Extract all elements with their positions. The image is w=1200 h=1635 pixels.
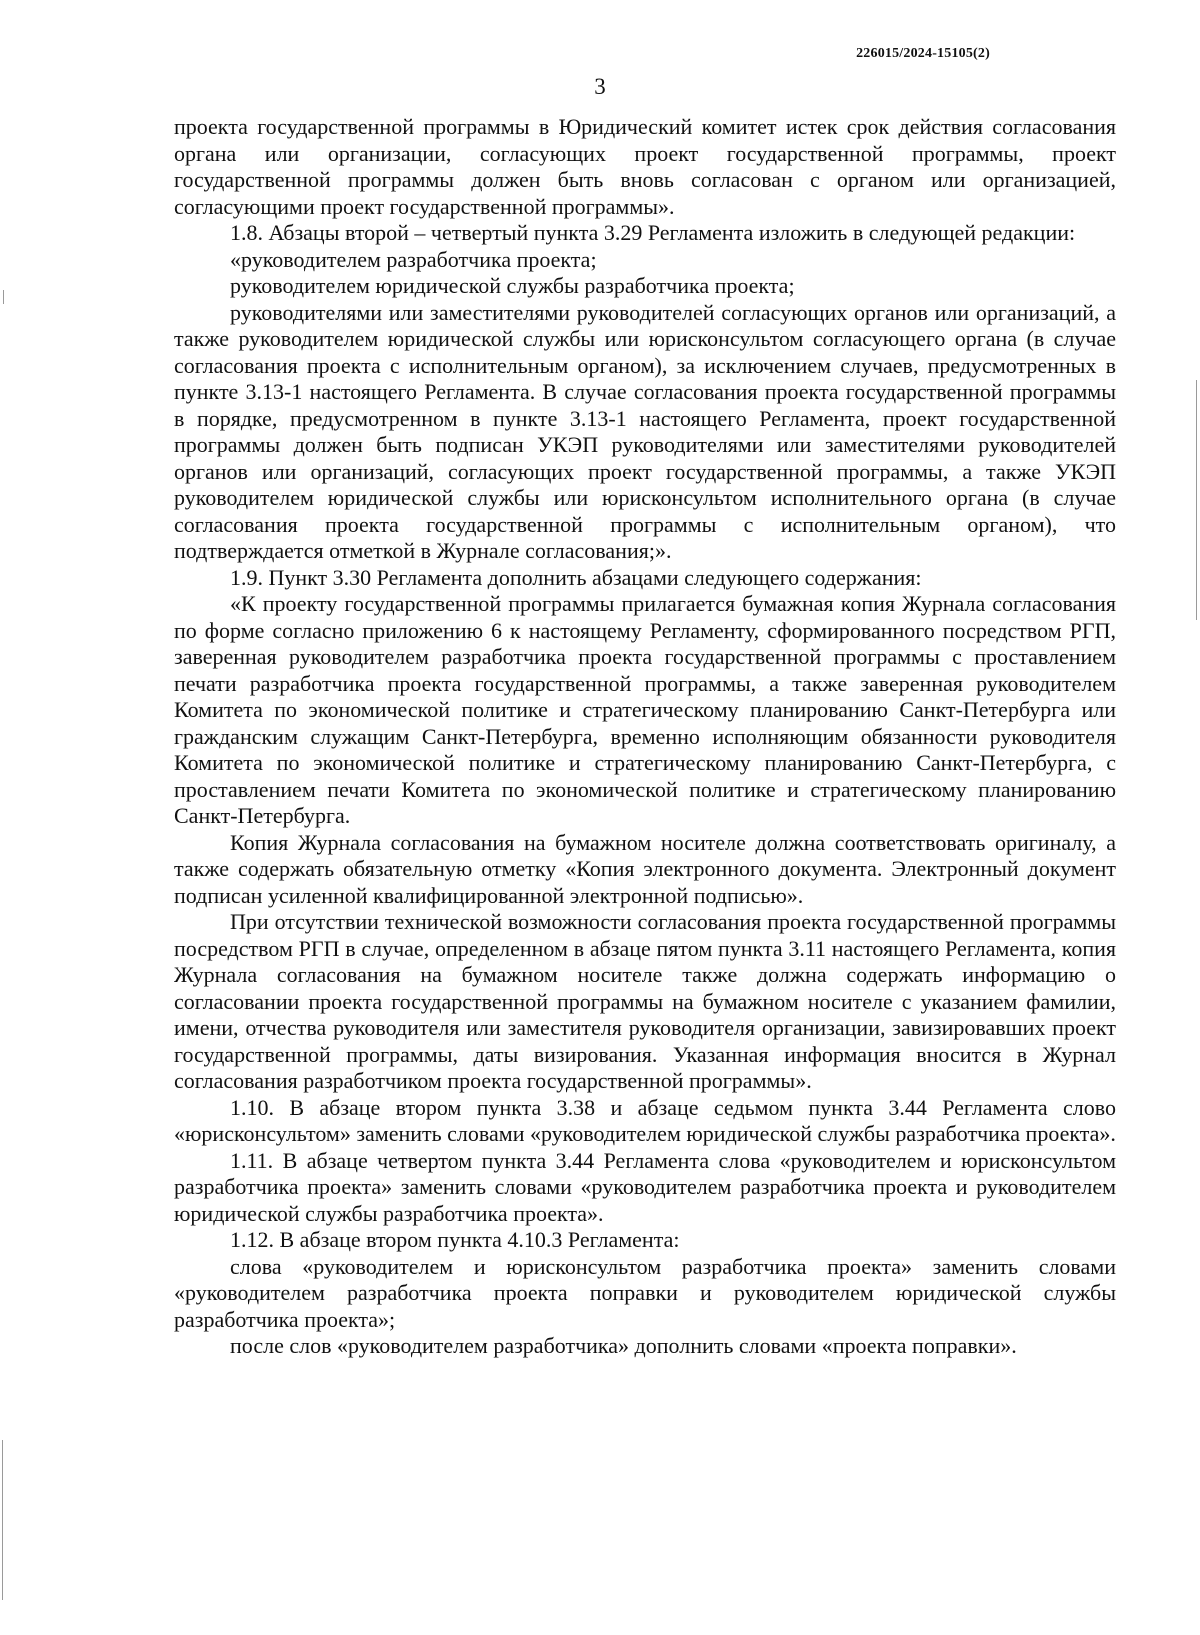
paragraph-item-1-9: 1.9. Пункт 3.30 Регламента дополнить абзацами следующего содержания: [230, 564, 922, 590]
scan-edge-mark-left [3, 290, 4, 304]
paragraph-continuation: проекта государственной программы в Юридический комитет истек срок действия согласования органа или организации, согласующих проект государственной программы, проект государственной программы должен быть вновь согласован с органом или организацией, согласующими проект государственной программы». [174, 114, 1116, 219]
paragraph-item-1-10: 1.10. В абзаце втором пункта 3.38 и абзаце седьмом пункта 3.44 Регламента слово «юрисконсультом» заменить словами «руководителем юридической службы разработчика проекта». [174, 1094, 1116, 1146]
paragraph-item-1-9-text-2: Копия Журнала согласования на бумажном носителе должна соответствовать оригиналу, а также содержать обязательную отметку «Копия электронного документа. Электронный документ подписан усиленной квалифицированной электронной подписью». [174, 829, 1116, 908]
paragraph-item-1-12: 1.12. В абзаце втором пункта 4.10.3 Регламента: [230, 1227, 680, 1252]
scan-edge-mark-bottom-left [2, 1440, 3, 1600]
scan-edge-mark-right [1196, 380, 1197, 620]
paragraph-quote-line-3: руководителями или заместителями руководителей согласующих органов или организаций, а также руководителем юридической службы или юрисконсультом согласующего органа (в случае согласования проекта с исполнительным органом), за исключением случаев, предусмотренных в пункте 3.13-1 настоящего Регламента. В случае согласования проекта государственной программы в порядке, предусмотренном в пункте 3.13-1 настоящего Регламента, проект государственной программы должен быть подписан УКЭП руководителями или заместителями руководителей органов или организаций, согласующих проект государственной программы, а также УКЭП руководителем юридической службы или юрисконсультом исполнительного органа (в случае согласования проекта государственной программы с исполнительным органом), что подтверждается отметкой в Журнале согласования;». [174, 299, 1116, 563]
paragraph-item-1-9-text-1: «К проекту государственной программы прилагается бумажная копия Журнала согласования по форме согласно приложению 6 к настоящему Регламенту, сформированного посредством РГП, заверенная руководителем разработчика проекта государственной программы с проставлением печати разработчика проекта государственной программы, а также заверенная руководителем Комитета по экономической политике и стратегическому планированию Санкт-Петербурга или гражданским служащим Санкт-Петербурга, временно исполняющим обязанности руководителя Комитета по экономической политике и стратегическому планированию Санкт-Петербурга, с проставлением печати Комитета по экономической политике и стратегическому планированию Санкт-Петербурга. [174, 591, 1116, 828]
document-body [174, 114, 1116, 1360]
paragraph-item-1-12-text-1: слова «руководителем и юрисконсультом разработчика проекта» заменить словами «руководителем разработчика проекта поправки и руководителем юридической службы разработчика проекта»; [174, 1253, 1116, 1332]
paragraph-quote-line-2: руководителем юридической службы разработчика проекта; [230, 273, 795, 298]
page-number: 3 [594, 74, 606, 99]
paragraph-item-1-12-text-2: после слов «руководителем разработчика» дополнить словами «проекта поправки». [230, 1333, 1017, 1358]
paragraph-item-1-9-text-3: При отсутствии технической возможности согласования проекта государственной программы посредством РГП в случае, определенном в абзаце пятом пункта 3.11 настоящего Регламента, копия Журнала согласования на бумажном носителе также должна содержать информацию о согласовании проекта государственной программы на бумажном носителе с указанием фамилии, имени, отчества руководителя или заместителя руководителя организации, завизировавших проект государственной программы, даты визирования. Указанная информация вносится в Журнал согласования разработчиком проекта государственной программы». [174, 909, 1116, 1093]
document-registration-number: 226015/2024-15105(2) [856, 46, 990, 61]
paragraph-quote-line-1: «руководителем разработчика проекта; [230, 246, 597, 272]
paragraph-item-1-8: 1.8. Абзацы второй – четвертый пункта 3.29 Регламента изложить в следующей редакции: [230, 220, 1076, 245]
paragraph-item-1-11: 1.11. В абзаце четвертом пункта 3.44 Регламента слова «руководителем и юрисконсультом разработчика проекта» заменить словами «руководителем разработчика проекта и руководителем юридической службы разработчика проекта». [174, 1147, 1116, 1226]
